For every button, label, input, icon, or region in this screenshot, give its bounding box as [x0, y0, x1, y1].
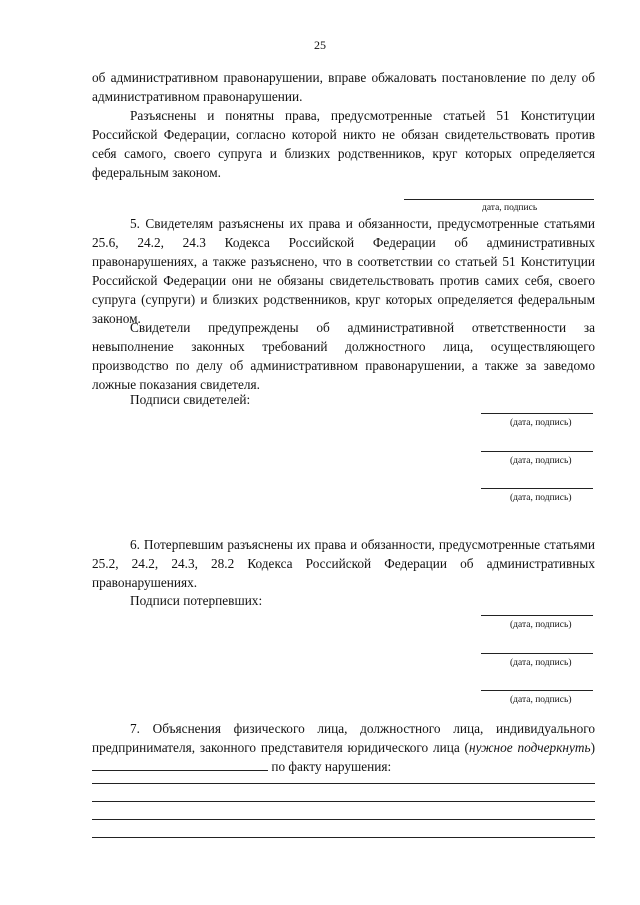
section-7-explanations [92, 719, 595, 776]
victim-signature-caption: (дата, подпись) [510, 695, 572, 705]
victim-signature-line [481, 615, 593, 616]
paragraph-constitution-rights: Разъяснены и понятны права, предусмотренные статьей 51 Конституции Российской Федерации, согласно которой никто не обязан свидетельствовать против себя самого, своего супруга и близких родственников, круг которых определяется федеральным законом. [92, 108, 595, 180]
explanation-blank-line[interactable] [92, 837, 595, 838]
victim-signature-line [481, 690, 593, 691]
section-6-victim-rights: 6. Потерпевшим разъяснены их права и обязанности, предусмотренные статьями 25.2, 24.2, 24.3, 28.2 Кодекса Российской Федерации об административных правонарушениях. [92, 537, 595, 590]
paragraph-appeal-rights: об административном правонарушении, вправе обжаловать постановление по делу об административном правонарушении. [92, 70, 595, 104]
witness-signature-caption: (дата, подпись) [510, 493, 572, 503]
victim-signature-caption: (дата, подпись) [510, 620, 572, 630]
signature-line [404, 199, 594, 200]
explanation-blank-line[interactable] [92, 819, 595, 820]
witness-signature-line [481, 413, 593, 414]
section-7-close-paren: ) [590, 740, 596, 755]
section-5-witness-warning: Свидетели предупреждены об административной ответственности за невыполнение законных требований должностного лица, осуществляющего производство по делу об административном правонарушении, а также за заведомо ложные показания свидетеля. [92, 320, 595, 392]
section-5-witness-rights: 5. Свидетелям разъяснены их права и обязанности, предусмотренные статьями 25.6, 24.2, 24.3 Кодекса Российской Федерации об административных правонарушениях, а также разъяснено, что в соответствии со статьей 51 Конституции Российской Федерации они не обязаны свидетельствовать против самих себя, своего супруга (супруги) и близких родственников, круг которых определяется федеральным законом. [92, 216, 595, 326]
victim-signature-line [481, 653, 593, 654]
witness-signature-caption: (дата, подпись) [510, 456, 572, 466]
victim-signature-caption: (дата, подпись) [510, 658, 572, 668]
section-7-italic-note: нужное подчеркнуть [468, 740, 591, 755]
witness-signature-line [481, 488, 593, 489]
signature-caption: дата, подпись [482, 203, 538, 213]
witness-signature-caption: (дата, подпись) [510, 418, 572, 428]
explanation-blank-line[interactable] [92, 783, 595, 784]
section-7-tail: по факту нарушения: [271, 759, 392, 774]
victim-signatures-label: Подписи потерпевших: [130, 593, 263, 608]
section-7-lead: 7. Объяснения физического лица, должностного лица, индивидуального предпринимателя, законного представителя юридического лица ( [92, 721, 595, 755]
page-number: 25 [314, 38, 326, 52]
explanation-blank-line[interactable] [92, 801, 595, 802]
explanation-name-blank[interactable] [92, 757, 268, 771]
witness-signature-line [481, 451, 593, 452]
witness-signatures-label: Подписи свидетелей: [130, 392, 251, 407]
